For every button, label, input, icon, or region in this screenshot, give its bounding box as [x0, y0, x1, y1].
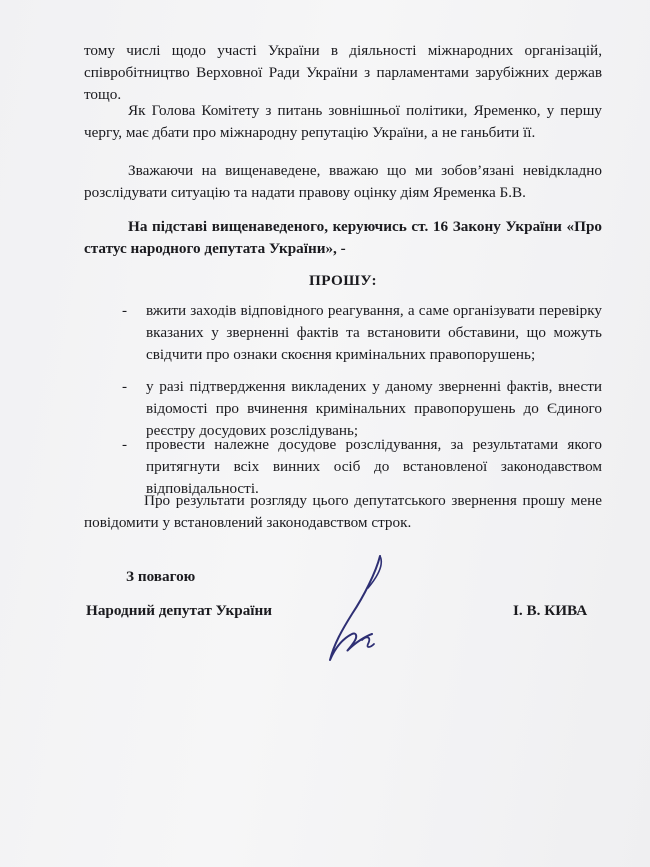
regards-text: З повагою — [126, 568, 196, 585]
signer-name: І. В. КИВА — [513, 602, 588, 619]
list-marker: - — [122, 436, 128, 453]
paragraph-international-cooperation: тому числі щодо участі України в діяльності міжнародних організацій, співробітництво Верховної Ради України з парламентами зарубіжних держав тощо. — [84, 42, 602, 103]
request-item-2: у разі підтвердження викладених у даному зверненні фактів, внести відомості про вчинення кримінальних правопорушень до Єдиного реєстру досудових розслідувань; — [146, 378, 602, 439]
request-heading: ПРОШУ: — [308, 272, 378, 289]
handwritten-signature — [318, 552, 408, 672]
request-item-3: провести належне досудове розслідування, за результатами якого притягнути всіх винних осіб до встановленої законодавством відповідальності. — [146, 436, 602, 497]
paragraph-committee-chair: Як Голова Комітету з питань зовнішньої політики, Яременко, у першу чергу, має дбати про міжнародну репутацію України, а не ганьбити її. — [84, 102, 602, 141]
list-marker: - — [122, 302, 128, 319]
list-marker: - — [122, 378, 128, 395]
paragraph-closing: Про результати розгляду цього депутатського звернення прошу мене повідомити у встановлений законодавством строк. — [84, 492, 602, 531]
paragraph-investigation-need: Зважаючи на вищенаведене, вважаю що ми зобов’язані невідкладно розслідувати ситуацію та надати правову оцінку діям Яременка Б.В. — [84, 162, 602, 201]
request-item-1: вжити заходів відповідного реагування, а саме організувати перевірку вказаних у зверненні фактів та встановити обставини, що можуть свідчити про ознаки скоєння кримінальних правопорушень; — [146, 302, 602, 363]
signer-title: Народний депутат України — [86, 602, 273, 619]
paragraph-legal-basis: На підставі вищенаведеного, керуючись ст. 16 Закону України «Про статус народного депутата України», - — [84, 218, 602, 257]
